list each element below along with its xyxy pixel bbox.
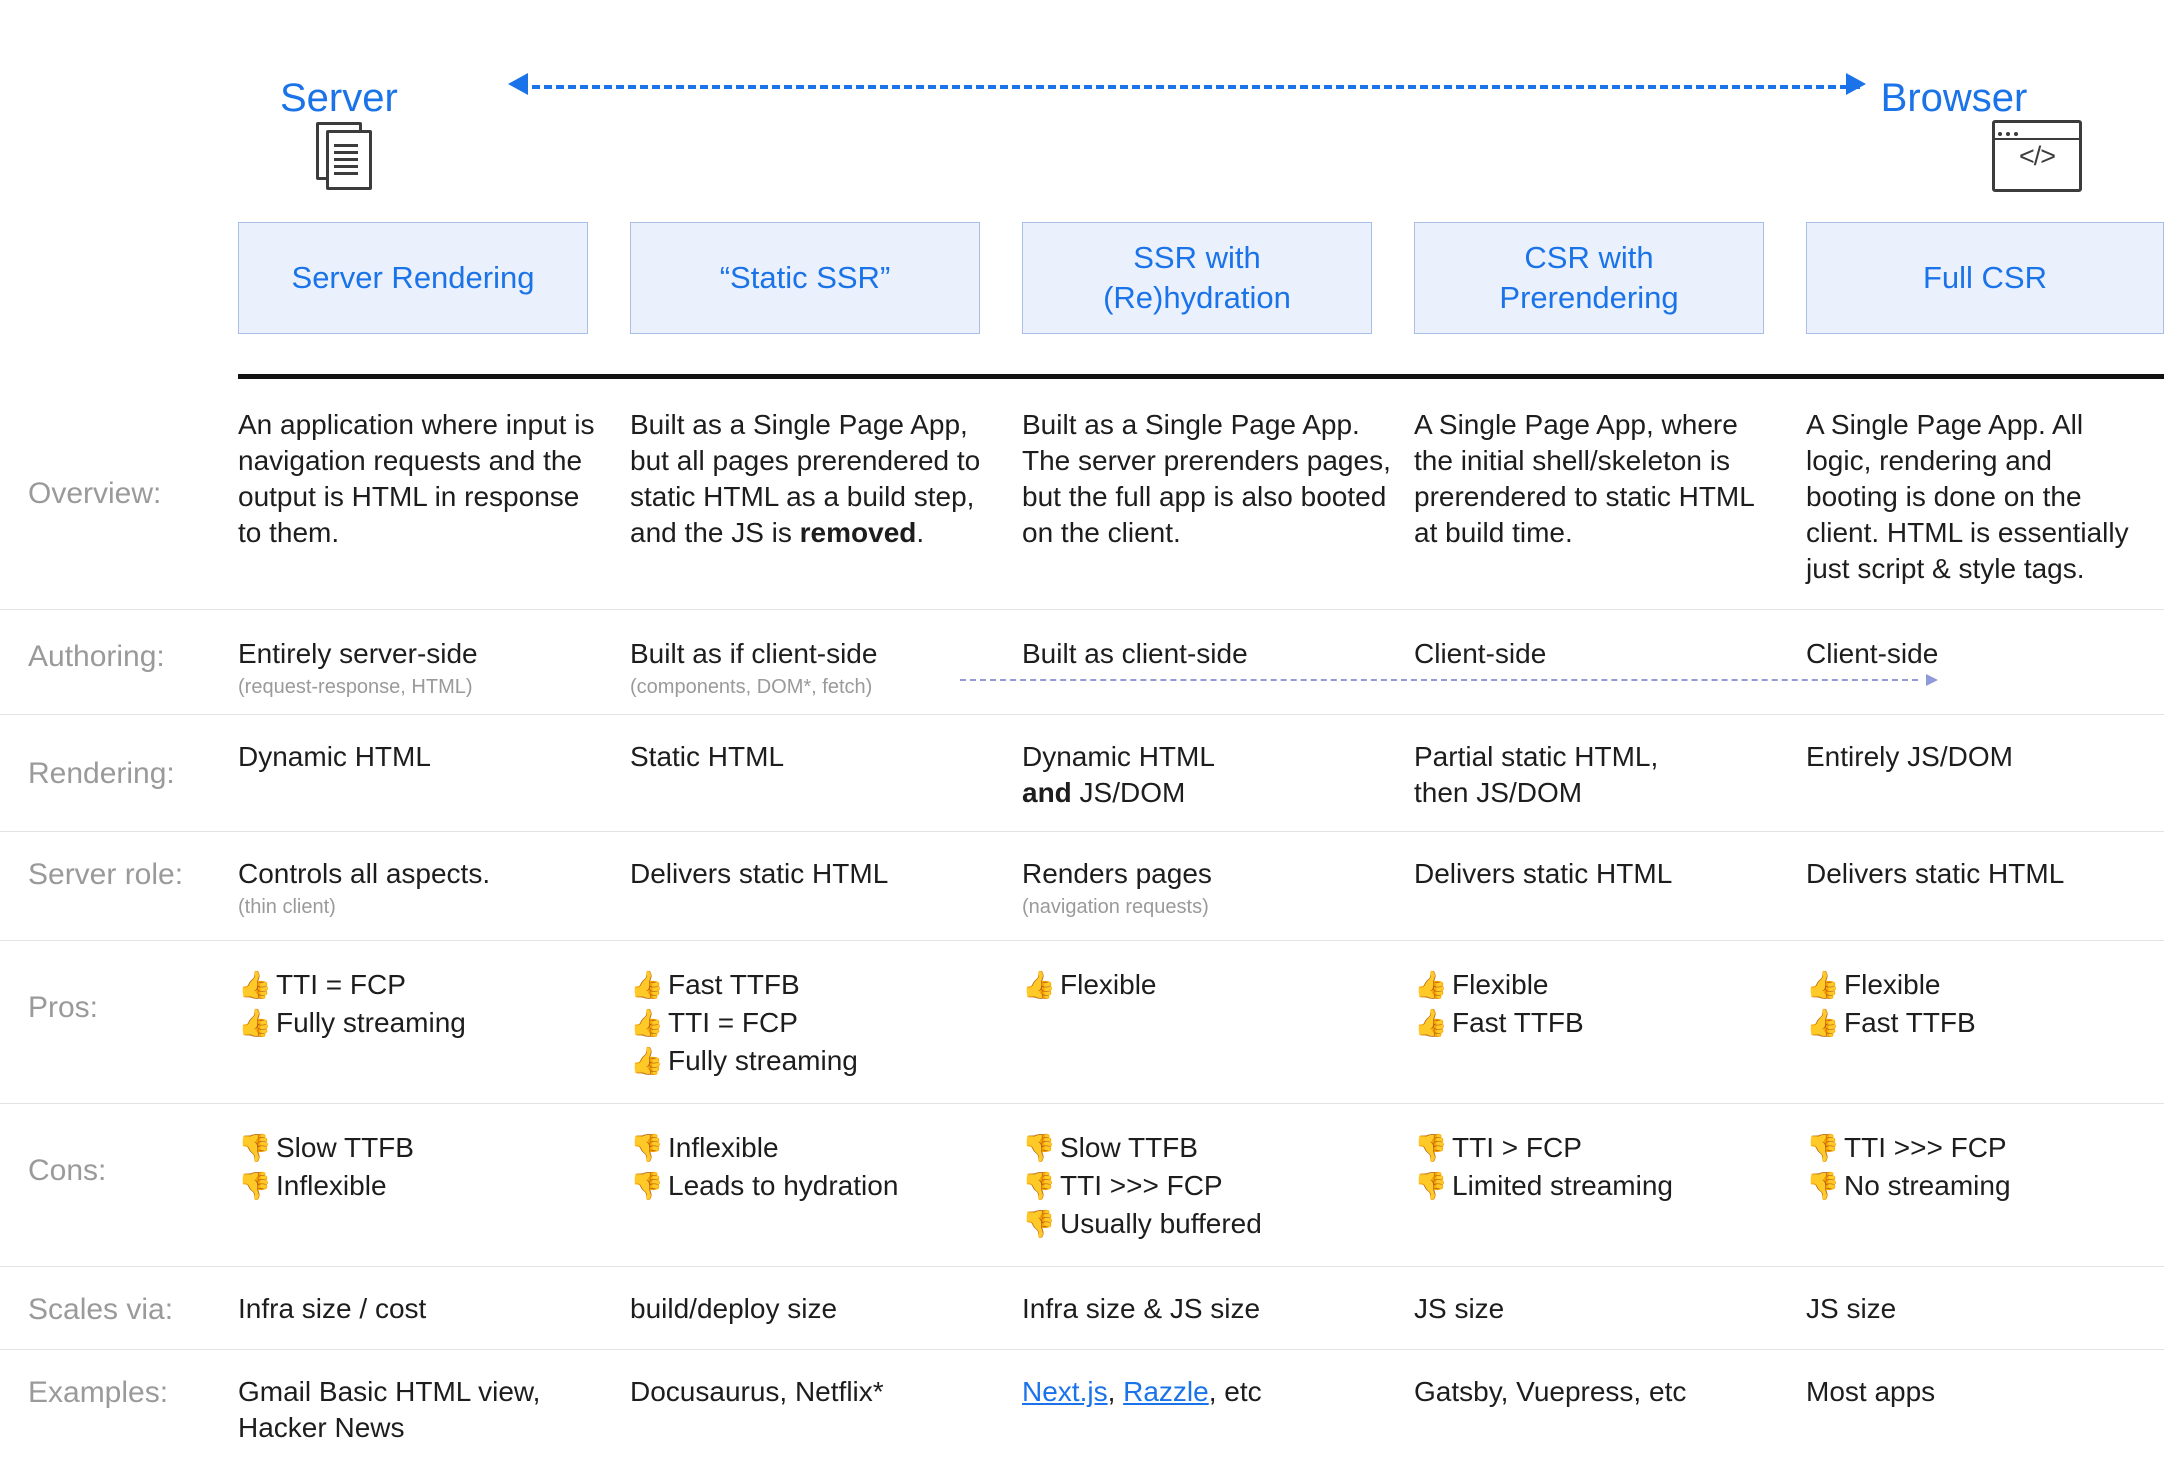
cons-item — [1806, 1130, 2142, 1166]
thumbs-down-icon: 👎 — [630, 1133, 664, 1163]
pros-item — [1806, 967, 2142, 1003]
pros-item — [630, 1005, 1000, 1041]
cons-item-label: Usually buffered — [1060, 1208, 1262, 1239]
cons-item — [238, 1130, 608, 1166]
column-header-label-line1: CSR with — [1524, 240, 1654, 275]
cell-scales-static-ssr: build/deploy size — [630, 1293, 838, 1324]
cell-text-post: . — [916, 517, 925, 548]
link-razzle[interactable]: Razzle — [1123, 1376, 1209, 1407]
code-glyph: </> — [2018, 141, 2056, 171]
cell-authoring-csr-prerendering — [1414, 636, 1806, 700]
cell-line1: Partial static HTML, — [1414, 741, 1659, 772]
cell-line1: Gatsby, Vuepress, etc — [1414, 1376, 1687, 1407]
cons-item-label: TTI >>> FCP — [1060, 1170, 1223, 1201]
cell-line1: Dynamic HTML — [238, 741, 431, 772]
column-header-label: “Static SSR” — [719, 260, 891, 295]
cons-item-label: TTI >>> FCP — [1844, 1132, 2007, 1163]
cell-sub-text: (thin client) — [238, 896, 336, 918]
thumbs-up-icon: 👍 — [630, 1008, 664, 1038]
thumbs-up-icon: 👍 — [1414, 1008, 1448, 1038]
row-label-pros: Pros: — [28, 991, 99, 1024]
thumbs-down-icon: 👎 — [630, 1171, 664, 1201]
thumbs-down-icon: 👎 — [1022, 1171, 1056, 1201]
thumbs-down-icon: 👎 — [1414, 1133, 1448, 1163]
cell-text-pre: Built as a Single Page App, but all pages prerendered to static HTML as a build step, and the JS is — [630, 409, 981, 548]
cell-main-text: Built as if client-side — [630, 638, 878, 669]
table-row-examples — [0, 1350, 2164, 1470]
cell-line2: JS/DOM — [1071, 777, 1186, 808]
spectrum-axis — [0, 40, 2164, 120]
cell-cons-csr-prerendering — [1414, 1130, 1806, 1244]
cons-item-label: Inflexible — [276, 1170, 387, 1201]
cell-server-role-csr-prerendering — [1414, 856, 1806, 920]
cell-authoring-full-csr — [1806, 636, 2164, 700]
column-header-label-line2: (Re)hydration — [1103, 280, 1291, 315]
row-label-server-role: Server role: — [28, 858, 184, 891]
pros-item-label: Flexible — [1452, 969, 1549, 1000]
cell-pros-server-rendering — [238, 967, 630, 1081]
cell-server-role-server-rendering — [238, 856, 630, 920]
pros-item-label: Flexible — [1844, 969, 1941, 1000]
document-icon — [316, 122, 370, 188]
cell-scales-full-csr: JS size — [1806, 1293, 1897, 1324]
cell-authoring-static-ssr — [630, 636, 1022, 700]
cell-main-text: Client-side — [1414, 638, 1547, 669]
thumbs-up-icon: 👍 — [630, 970, 664, 1000]
row-label-authoring: Authoring: — [28, 640, 165, 673]
table-row-overview — [0, 379, 2164, 610]
cell-main-text: Entirely server-side — [238, 638, 478, 669]
cell-line2-bold: and — [1022, 777, 1072, 808]
cell-rendering-static-ssr — [630, 739, 1022, 811]
pros-item — [1414, 1005, 1784, 1041]
cell-text-bold: removed — [799, 517, 917, 548]
column-header-label-line1: SSR with — [1133, 240, 1261, 275]
pros-item — [630, 1043, 1000, 1079]
cell-line1: Entirely JS/DOM — [1806, 741, 2013, 772]
cell-rendering-server-rendering — [238, 739, 630, 811]
cell-main-text: Controls all aspects. — [238, 858, 491, 889]
cell-line1: Most apps — [1806, 1376, 1936, 1407]
axis-arrow-right-icon — [1846, 73, 1866, 95]
thumbs-down-icon: 👎 — [1022, 1133, 1056, 1163]
cell-main-text: Delivers static HTML — [630, 858, 889, 889]
pros-item — [630, 967, 1000, 1003]
pros-item-label: TTI = FCP — [668, 1007, 798, 1038]
cell-overview-ssr-rehydration: Built as a Single Page App. The server prerenders pages, but the full app is also booted on the client. — [1022, 409, 1391, 548]
cell-cons-full-csr — [1806, 1130, 2164, 1244]
pros-item-label: Fully streaming — [276, 1007, 466, 1038]
cell-rendering-full-csr — [1806, 739, 2164, 811]
row-label-cons: Cons: — [28, 1154, 107, 1187]
column-header-label-line2: Prerendering — [1499, 280, 1679, 315]
cell-server-role-static-ssr — [630, 856, 1022, 920]
cell-main-text: Delivers static HTML — [1806, 858, 2065, 889]
pros-item-label: Fully streaming — [668, 1045, 858, 1076]
cell-examples-server-rendering — [238, 1374, 630, 1446]
cell-line1: Static HTML — [630, 741, 785, 772]
thumbs-down-icon: 👎 — [238, 1133, 272, 1163]
cell-cons-static-ssr — [630, 1130, 1022, 1244]
cell-sub-text: (request-response, HTML) — [238, 676, 473, 698]
cons-item — [1022, 1206, 1392, 1242]
cell-authoring-ssr-rehydration — [1022, 636, 1414, 700]
thumbs-down-icon: 👎 — [1806, 1133, 1840, 1163]
cons-item-label: Slow TTFB — [276, 1132, 414, 1163]
pros-item-label: Fast TTFB — [668, 969, 800, 1000]
cons-item — [630, 1168, 1000, 1204]
cons-item — [1022, 1130, 1392, 1166]
column-header-label: Full CSR — [1922, 260, 2047, 295]
column-header-full-csr[interactable] — [1806, 222, 2164, 334]
cons-item-label: Limited streaming — [1452, 1170, 1673, 1201]
pros-item-label: Flexible — [1060, 969, 1157, 1000]
table-row-cons — [0, 1104, 2164, 1267]
cell-scales-csr-prerendering: JS size — [1414, 1293, 1505, 1324]
column-headers — [238, 222, 2164, 338]
table-row-pros — [0, 941, 2164, 1104]
cell-main-text: Renders pages — [1022, 858, 1212, 889]
pros-item — [238, 1005, 608, 1041]
thumbs-up-icon: 👍 — [1806, 970, 1840, 1000]
axis-label-browser: Browser — [1880, 76, 2028, 120]
table-row-rendering — [0, 715, 2164, 832]
column-header-server-rendering[interactable] — [238, 222, 588, 334]
comparison-table — [0, 379, 2164, 1470]
pros-item-label: Fast TTFB — [1844, 1007, 1976, 1038]
cell-examples-static-ssr — [630, 1374, 1022, 1446]
column-header-static-ssr[interactable] — [630, 222, 980, 334]
cell-overview-static-ssr — [630, 407, 1022, 587]
cell-examples-ssr-rehydration — [1022, 1374, 1414, 1446]
cell-sub-text: (components, DOM*, fetch) — [630, 676, 873, 698]
cons-item-label: Inflexible — [668, 1132, 779, 1163]
row-label-overview: Overview: — [28, 477, 162, 510]
cell-rendering-csr-prerendering — [1414, 739, 1806, 811]
link-separator: , — [1107, 1376, 1124, 1407]
pros-item — [1414, 967, 1784, 1003]
cons-item — [1414, 1130, 1784, 1166]
table-row-authoring — [0, 610, 2164, 715]
cell-server-role-full-csr — [1806, 856, 2164, 920]
cell-rendering-ssr-rehydration — [1022, 739, 1414, 811]
cell-pros-static-ssr — [630, 967, 1022, 1081]
link-nextjs[interactable]: Next.js — [1022, 1376, 1108, 1407]
thumbs-up-icon: 👍 — [238, 970, 272, 1000]
cons-item — [630, 1130, 1000, 1166]
cell-server-role-ssr-rehydration — [1022, 856, 1414, 920]
cons-item-label: Slow TTFB — [1060, 1132, 1198, 1163]
table-row-scales-via — [0, 1267, 2164, 1350]
table-row-server-role — [0, 832, 2164, 941]
cell-overview-csr-prerendering: A Single Page App, where the initial shell/skeleton is prerendered to static HTML at build time. — [1414, 409, 1754, 548]
examples-tail: , etc — [1208, 1376, 1262, 1407]
pros-item-label: Fast TTFB — [1452, 1007, 1584, 1038]
pros-item-label: TTI = FCP — [276, 969, 406, 1000]
cell-pros-csr-prerendering — [1414, 967, 1806, 1081]
pros-item — [238, 967, 608, 1003]
cell-overview-server-rendering: An application where input is navigation requests and the output is HTML in response to them. — [238, 409, 595, 548]
thumbs-up-icon: 👍 — [1022, 970, 1056, 1000]
cons-item-label: TTI > FCP — [1452, 1132, 1582, 1163]
axis-dashed-line — [520, 85, 1860, 89]
thumbs-up-icon: 👍 — [1414, 970, 1448, 1000]
thumbs-up-icon: 👍 — [238, 1008, 272, 1038]
thumbs-down-icon: 👎 — [238, 1171, 272, 1201]
thumbs-up-icon: 👍 — [1806, 1008, 1840, 1038]
cell-pros-full-csr — [1806, 967, 2164, 1081]
browser-window-code-icon — [1992, 120, 2082, 192]
thumbs-up-icon: 👍 — [630, 1046, 664, 1076]
pros-item — [1022, 967, 1392, 1003]
cons-item — [1022, 1168, 1392, 1204]
pros-item — [1806, 1005, 2142, 1041]
axis-label-server: Server — [280, 76, 398, 120]
column-header-csr-prerendering[interactable] — [1414, 222, 1764, 334]
cell-cons-server-rendering — [238, 1130, 630, 1244]
cell-authoring-server-rendering — [238, 636, 630, 700]
cell-overview-full-csr: A Single Page App. All logic, rendering and booting is done on the client. HTML is essentially just script & style tags. — [1806, 409, 2129, 584]
row-label-examples: Examples: — [28, 1376, 169, 1409]
cell-line1: Gmail Basic HTML view, — [238, 1376, 541, 1407]
row-label-rendering: Rendering: — [28, 757, 175, 790]
cell-line1: Dynamic HTML — [1022, 741, 1215, 772]
cell-cons-ssr-rehydration — [1022, 1130, 1414, 1244]
cons-item-label: Leads to hydration — [668, 1170, 899, 1201]
cell-line2: Hacker News — [238, 1412, 405, 1443]
cell-examples-csr-prerendering — [1414, 1374, 1806, 1446]
thumbs-down-icon: 👎 — [1022, 1209, 1056, 1239]
cell-examples-full-csr — [1806, 1374, 2164, 1446]
cell-main-text: Delivers static HTML — [1414, 858, 1673, 889]
row-label-scales-via: Scales via: — [28, 1293, 174, 1326]
cell-main-text: Built as client-side — [1022, 638, 1248, 669]
cell-sub-text: (navigation requests) — [1022, 896, 1209, 918]
cell-line1: Docusaurus, Netflix* — [630, 1376, 884, 1407]
axis-arrow-left-icon — [508, 73, 528, 95]
cons-item — [1414, 1168, 1784, 1204]
column-header-label: Server Rendering — [291, 260, 535, 295]
cell-pros-ssr-rehydration — [1022, 967, 1414, 1081]
cell-scales-server-rendering: Infra size / cost — [238, 1293, 427, 1324]
thumbs-down-icon: 👎 — [1414, 1171, 1448, 1201]
cons-item — [1806, 1168, 2142, 1204]
thumbs-down-icon: 👎 — [1806, 1171, 1840, 1201]
cons-item-label: No streaming — [1844, 1170, 2011, 1201]
cell-main-text: Client-side — [1806, 638, 1939, 669]
cons-item — [238, 1168, 608, 1204]
cell-line2: then JS/DOM — [1414, 777, 1583, 808]
cell-scales-ssr-rehydration: Infra size & JS size — [1022, 1293, 1261, 1324]
column-header-ssr-rehydration[interactable] — [1022, 222, 1372, 334]
authoring-client-side-arrow-icon — [960, 674, 1938, 686]
